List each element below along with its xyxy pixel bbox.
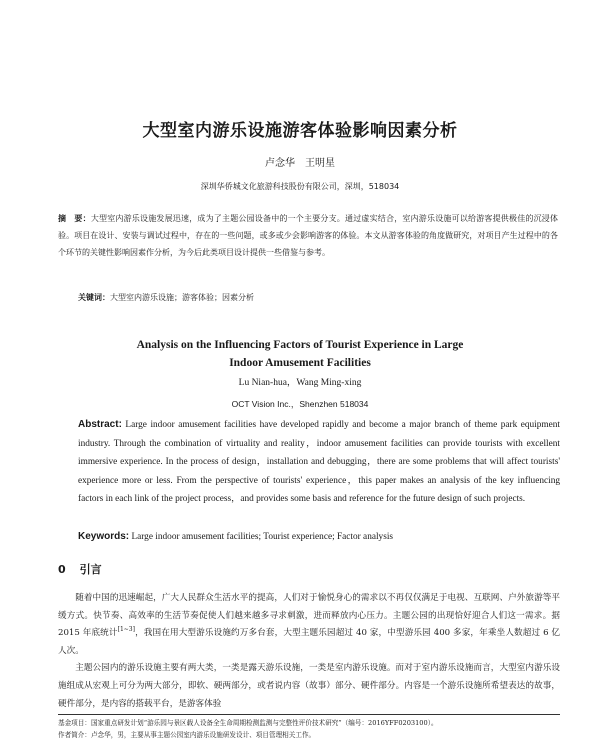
abstract-zh bbox=[58, 210, 558, 261]
keywords-en bbox=[78, 531, 560, 542]
keywords-zh-label: 关键词： bbox=[78, 293, 110, 302]
paper-title-zh: 大型室内游乐设施游客体验影响因素分析 bbox=[142, 121, 458, 141]
body-p1-b: ，我国在用大型游乐设施约万多台套，大型主题乐园超过 40 家，中型游乐园 400 多家，年乘坐人数超过 6 亿人次。 bbox=[58, 628, 560, 656]
keywords-zh bbox=[78, 291, 558, 305]
paper-title-en-line1: Analysis on the Influencing Factors of Tourist Experience in Large bbox=[136, 339, 464, 351]
section-number: 0 bbox=[58, 563, 66, 576]
affiliation-zh: 深圳华侨城文化旅游科技股份有限公司，深圳，518034 bbox=[200, 182, 400, 191]
body-p1-a: 随着中国的迅速崛起，广大人民群众生活水平的提高，人们对于愉悦身心的需求以不再仅仅满足于电视、互联网、户外旅游等平缓方式。快节奏、高效率的生活节奏促使人们越来越多寻求刺激，进而释放内心压力。主题公园的出现恰好迎合人们这一需求。据 2015 年底统计 bbox=[58, 593, 560, 639]
section-heading bbox=[58, 561, 116, 577]
body-paragraph: 主题公园内的游乐设施主要有两大类，一类是露天游乐设施，一类是室内游乐设施。而对于室内游乐设施而言，大型室内游乐设施组成从宏观上可分为两大部分，即软、硬两部分，或者说内容（故事）部分、硬件部分。内容是一个游乐设施所希望表达的故事，硬件部分，是内容的搭载平台，是游客体验 bbox=[58, 663, 560, 709]
keywords-en-text: Large indoor amusement facilities; Tourist experience; Factor analysis bbox=[131, 532, 394, 542]
footnotes bbox=[58, 717, 560, 741]
keywords-en-label: Keywords: bbox=[78, 531, 130, 542]
abstract-zh-label: 摘 要： bbox=[58, 214, 91, 223]
authors-zh: 卢念华 王明星 bbox=[265, 158, 335, 169]
affiliation-en: OCT Vision Inc.，Shenzhen 518034 bbox=[231, 399, 369, 409]
keywords-zh-text: 大型室内游乐设施；游客体验；因素分析 bbox=[110, 293, 254, 302]
paper-title-en bbox=[0, 336, 600, 372]
abstract-en-text: Large indoor amusement facilities have developed rapidly and become a major branch of theme park equipment industry. Through the combination of virtuality and reality，indoor amusement facilities can provide tourists with excellent immersive experience. In the process of design，installation and debugging，there are some problems that will affect tourists' experience more or less. From the perspective of tourists' experience，this paper makes an analysis of the key influencing factors in each link of the project process，and provides some basis and reference for the future design of such projects. bbox=[78, 420, 560, 504]
citation-ref: [1~3] bbox=[117, 626, 135, 634]
footnote-divider bbox=[58, 714, 560, 715]
footnote-author-bio: 作者简介：卢念华，男，主要从事主题公园室内游乐设施研发设计、项目管理相关工作。 bbox=[58, 731, 316, 739]
footnote-funding: 基金项目：国家重点研发计划“游乐园与景区载人设备全生命周期检测监测与完整性评价技术研究”（编号：2016YFF0203100）。 bbox=[58, 719, 438, 727]
paper-title-en-line2: Indoor Amusement Facilities bbox=[229, 357, 371, 369]
abstract-zh-text: 大型室内游乐设施发展迅速，成为了主题公园设备中的一个主要分支。通过虚实结合，室内游乐设施可以给游客提供极佳的沉浸体验。项目在设计、安装与调试过程中，存在的一些问题，或多或少会影响游客的体验。本文从游客体验的角度做研究，对项目产生过程中的各个环节的关键性影响因素作分析，为今后此类项目设计提供一些借鉴与参考。 bbox=[58, 214, 559, 257]
authors-en: Lu Nian-hua，Wang Ming-xing bbox=[238, 378, 362, 388]
body-text bbox=[58, 590, 560, 713]
section-title: 引言 bbox=[79, 563, 102, 576]
abstract-en bbox=[78, 416, 560, 509]
abstract-en-label: Abstract: bbox=[78, 419, 122, 430]
body-paragraph bbox=[58, 590, 560, 660]
